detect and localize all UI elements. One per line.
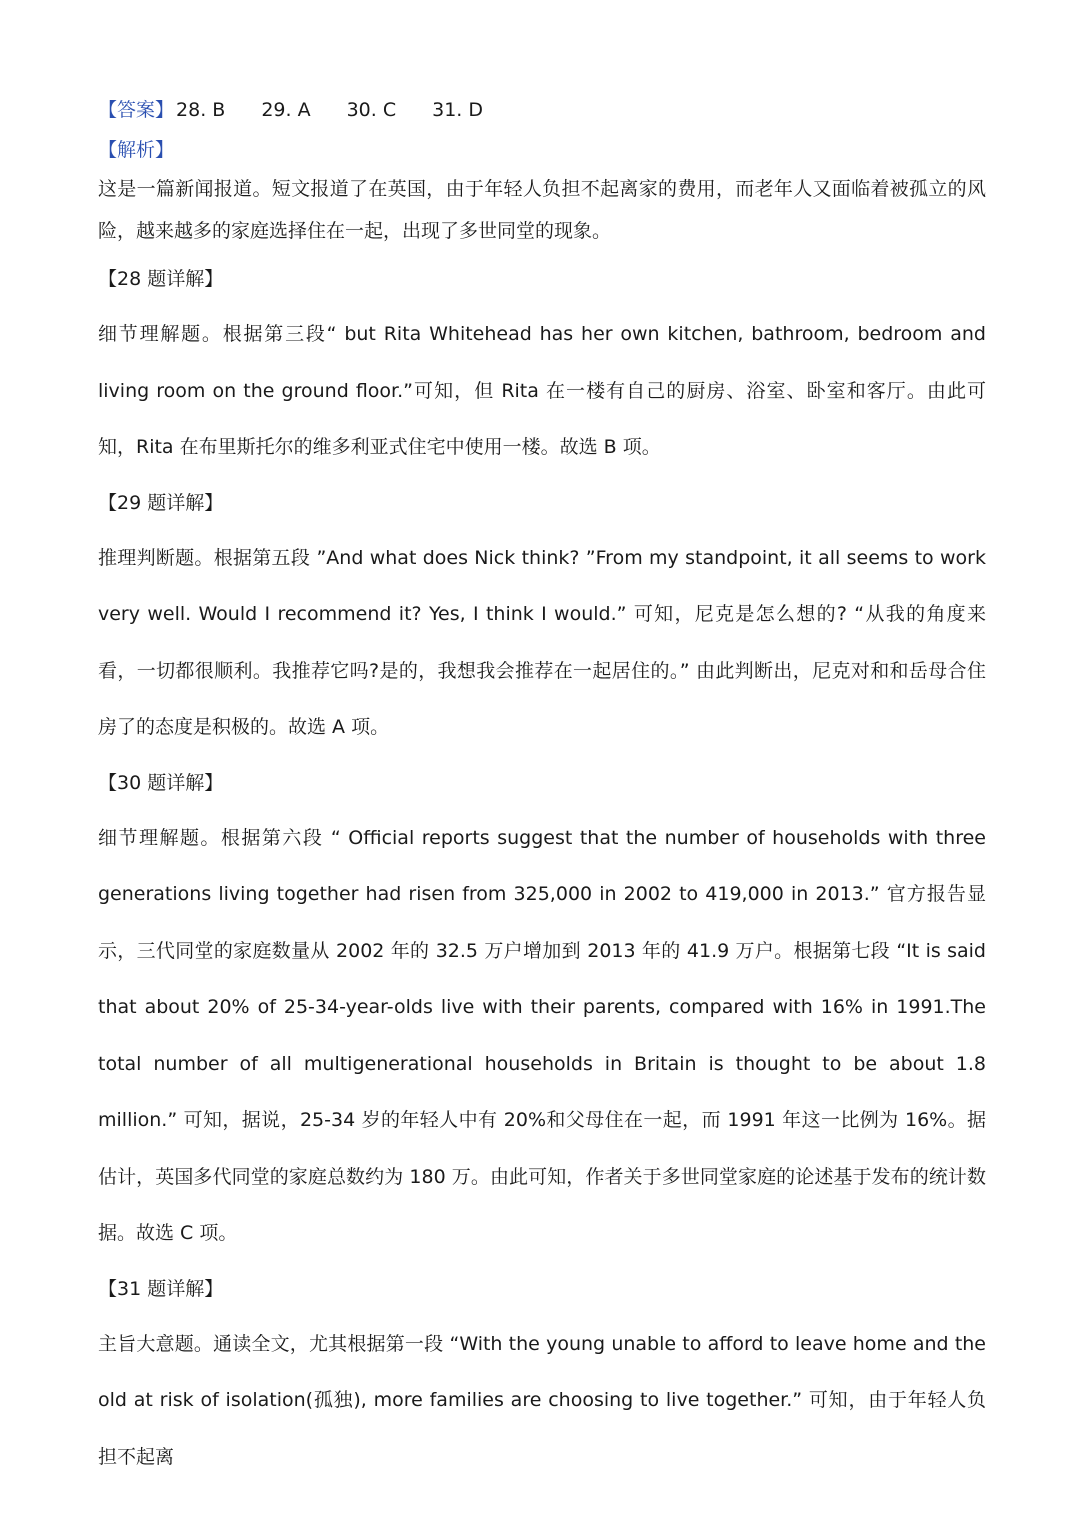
section-heading: 【30 题详解】 — [98, 771, 224, 794]
section-30 — [98, 768, 986, 1262]
section-heading: 【29 题详解】 — [98, 491, 224, 514]
section-text: 细节理解题。根据第三段“ but Rita Whitehead has her own kitchen, bathroom, bedroom and living room on the ground floor.”可知，但 Rita 在一楼有自己的厨房、浴室、卧室和客厅。由此可知，Rita 在布里斯托尔的维多利亚式住宅中使用一楼。故选 B 项。 — [98, 323, 986, 458]
section-text: 主旨大意题。通读全文，尤其根据第一段 “With the young unable to afford to leave home and the old at risk of isolation(孤独), more families are choosing to live together.” 可知，由于年轻人负担不起离 — [98, 1332, 986, 1468]
answer-item-30: 30. C — [346, 99, 397, 121]
answer-item-28: 28. B — [176, 99, 226, 121]
section-29 — [98, 488, 986, 756]
section-31 — [98, 1274, 986, 1486]
answer-item-29: 29. A — [261, 99, 311, 121]
answer-label: 【答案】 — [98, 99, 175, 121]
section-28 — [98, 264, 986, 476]
section-heading: 【31 题详解】 — [98, 1277, 224, 1300]
section-text: 推理判断题。根据第五段 ”And what does Nick think? ”From my standpoint, it all seems to work very well. Would I recommend it? Yes, I think I would.” 可知，尼克是怎么想的? “从我的角度来看，一切都很顺利。我推荐它吗?是的，我想我会推荐在一起居住的。” 由此判断出，尼克对和和岳母合住房了的态度是积极的。故选 A 项。 — [98, 546, 986, 738]
summary-paragraph: 这是一篇新闻报道。短文报道了在英国，由于年轻人负担不起离家的费用，而老年人又面临着被孤立的风险，越来越多的家庭选择住在一起，出现了多世同堂的现象。 — [98, 178, 986, 242]
section-heading: 【28 题详解】 — [98, 268, 224, 290]
answer-line — [98, 90, 986, 130]
analysis-label: 【解析】 — [98, 139, 175, 161]
section-text: 细节理解题。根据第六段 “ Official reports suggest that the number of households with three generations living together had risen from 325,000 in 2002 to 419,000 in 2013.” 官方报告显示，三代同堂的家庭数量从 2002 年的 32.5 万户增加到 2013 年的 41.9 万户。根据第七段 “It is said that about 20% of 25-34-year-olds live with their parents, compared with 16% in 1991.The total number of all multigenerational households in Britain is thought to be about 1.8 million.” 可知，据说，25-34 岁的年轻人中有 20%和父母住在一起，而 1991 年这一比例为 16%。据估计，英国多代同堂的家庭总数约为 180 万。由此可知，作者关于多世同堂家庭的论述基于发布的统计数据。故选 C 项。 — [98, 826, 986, 1244]
answer-item-31: 31. D — [432, 99, 483, 121]
document-page — [98, 90, 986, 1485]
